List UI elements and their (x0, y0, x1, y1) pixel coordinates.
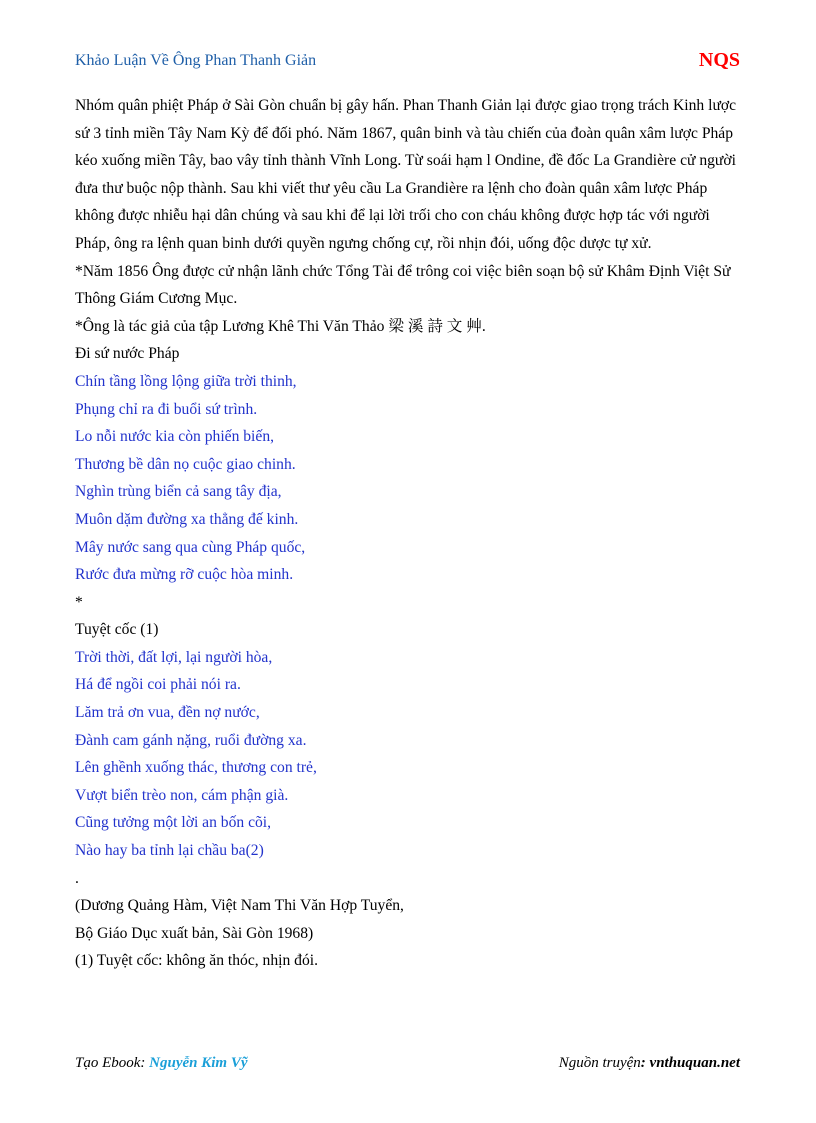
poem2-line: Đành cam gánh nặng, ruổi đường xa. (75, 731, 307, 749)
note-author: *Ông là tác giả của tập Lương Khê Thi Văn Thảo 梁 溪 詩 文 艸. (75, 317, 486, 335)
dot-line: . (75, 869, 79, 887)
poem1-line: Lo nỗi nước kia còn phiến biến, (75, 428, 275, 446)
poem1-title: Đi sứ nước Pháp (75, 345, 180, 363)
poem2-line: Há để ngồi coi phải nói ra. (75, 676, 241, 694)
poem2-line: Trời thời, đất lợi, lại người hòa, (75, 648, 273, 666)
poem2-line: Nào hay ba tỉnh lại chầu ba(2) (75, 842, 264, 860)
poem1-line: Thương bề dân nọ cuộc giao chinh. (75, 455, 296, 473)
source-citation-line1: (Dương Quảng Hàm, Việt Nam Thi Văn Hợp Tuyển, (75, 897, 404, 915)
page-content (75, 92, 743, 975)
poem1-line: Nghìn trùng biển cả sang tây địa, (75, 483, 282, 501)
footer-ebook-sep: : (140, 1055, 150, 1071)
footer-ebook-credit (75, 1055, 248, 1072)
footer-ebook-name: Nguyễn Kim Vỹ (149, 1055, 248, 1071)
poem1-line: Rước đưa mừng rỡ cuộc hòa minh. (75, 566, 294, 584)
footer-source-credit (559, 1055, 740, 1072)
note-tong-tai: *Năm 1856 Ông được cử nhận lãnh chức Tổng Tài để trông coi việc biên soạn bộ sử Khâm Định Việt Sử Thông Giám Cương Mục. (75, 262, 731, 308)
poem2-line: Lên ghềnh xuống thác, thương con trẻ, (75, 759, 317, 777)
header-mark: NQS (698, 49, 740, 71)
poem2 (75, 644, 743, 865)
poem1-line: Phụng chỉ ra đi buổi sứ trình. (75, 400, 258, 418)
poem1-line: Muôn dặm đường xa thẳng đế kinh. (75, 510, 299, 528)
body-paragraph: Nhóm quân phiệt Pháp ở Sài Gòn chuẩn bị gây hấn. Phan Thanh Giản lại được giao trọng trách Kinh lược sứ 3 tỉnh miền Tây Nam Kỳ để đối phó. Năm 1867, quân binh và tàu chiến của đoàn quân xâm lược Pháp kéo xuống miền Tây, bao vây tỉnh thành Vĩnh Long. Từ soái hạm l Ondine, đề đốc La Grandière cử người đưa thư buộc nộp thành. Sau khi viết thư yêu cầu La Grandière ra lệnh cho đoàn quân xâm lược Pháp không được nhiễu hại dân chúng và sau khi để lại lời trối cho con cháu không được hợp tác với người Pháp, ông ra lệnh quan binh dưới quyền ngưng chống cự, rồi nhịn đói, uống độc dược tự xử. (75, 97, 737, 252)
separator-star: * (75, 593, 83, 611)
poem1-line: Mây nước sang qua cùng Pháp quốc, (75, 538, 306, 556)
poem2-title: Tuyệt cốc (1) (75, 621, 159, 639)
poem2-line: Lăm trả ơn vua, đền nợ nước, (75, 704, 260, 722)
footnote-1: (1) Tuyệt cốc: không ăn thóc, nhịn đói. (75, 952, 318, 970)
poem2-line: Cũng tưởng một lời an bốn cõi, (75, 814, 272, 832)
footer-source-label: Nguồn truyện (558, 1055, 641, 1071)
header-title: Khảo Luận Về Ông Phan Thanh Giản (75, 52, 317, 69)
footer-source-sep: : (640, 1055, 650, 1071)
poem2-line: Vượt biển trèo non, cám phận già. (75, 786, 289, 804)
footer-ebook-label: Tạo Ebook (75, 1055, 141, 1071)
source-citation-line2: Bộ Giáo Dục xuất bản, Sài Gòn 1968) (75, 924, 314, 942)
footer-source-site: vnthuquan.net (649, 1055, 740, 1071)
poem1 (75, 368, 743, 589)
poem1-line: Chín tầng lồng lộng giữa trời thinh, (75, 372, 297, 390)
